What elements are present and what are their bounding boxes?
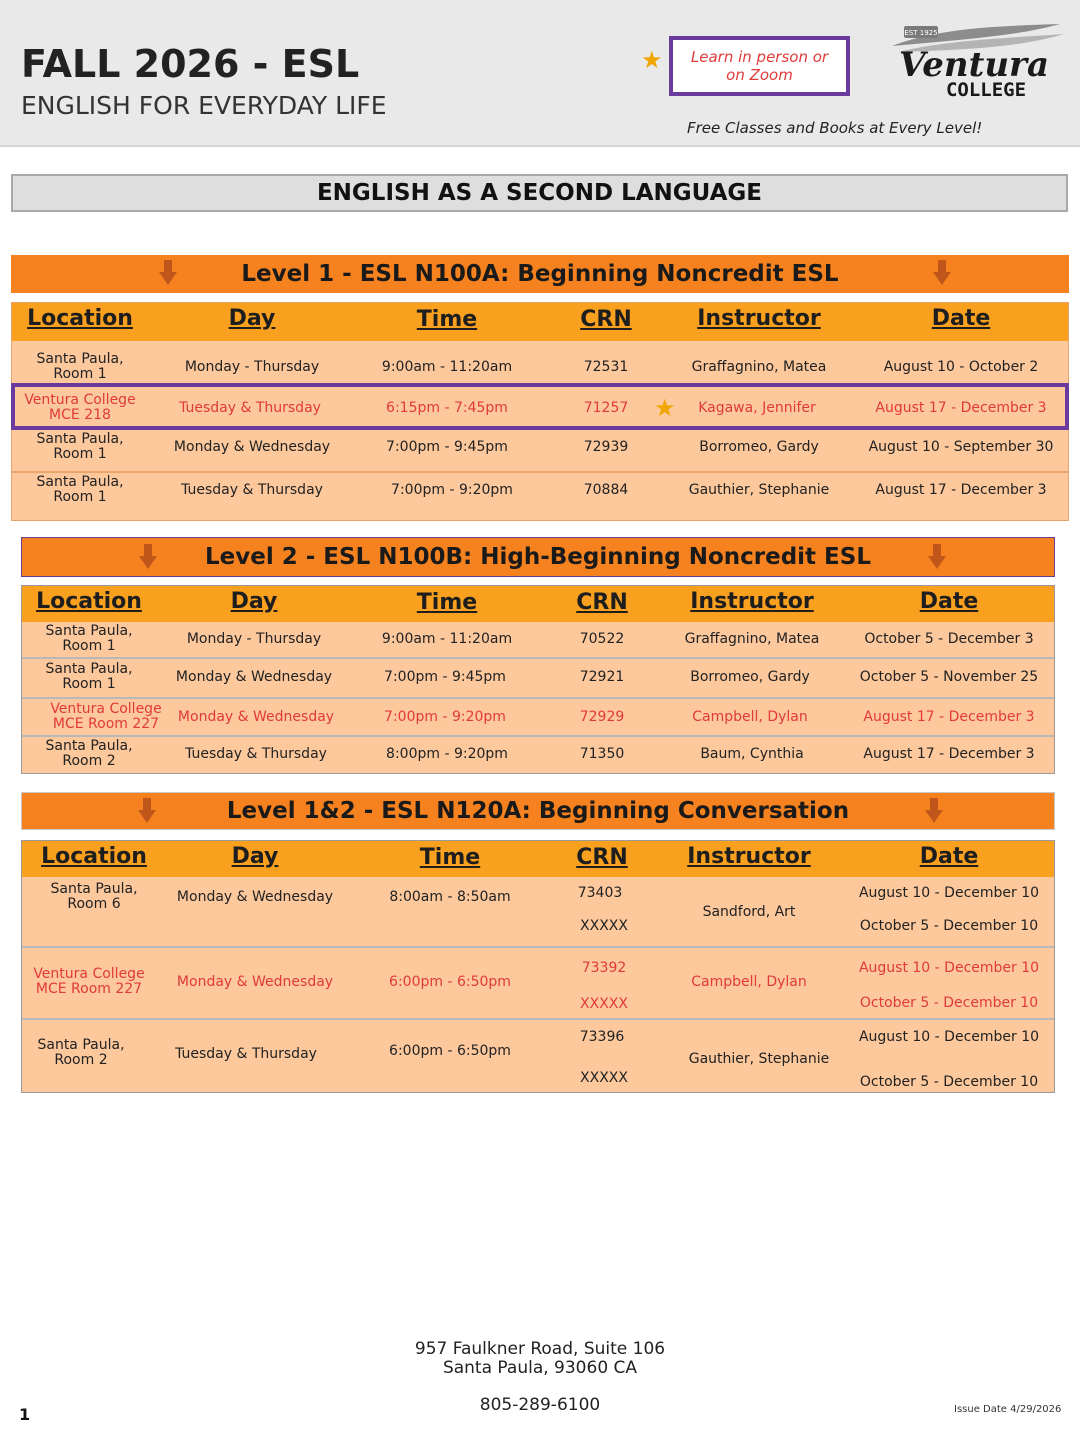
cell-instructor: Graffagnino, Matea [691, 359, 827, 375]
col-time: Time [419, 845, 481, 870]
cell-location: Santa Paula, Room 1 [36, 351, 124, 382]
cell-date: October 5 - November 25 [859, 669, 1039, 685]
cell-crn: 72531 [583, 359, 629, 375]
level-2-header [21, 537, 1055, 577]
col-instructor: Instructor [697, 306, 821, 331]
level-conversation-header [21, 792, 1055, 830]
table-row-zoom [12, 389, 1068, 429]
star-icon: ★ [654, 394, 676, 422]
cell-time: 6:00pm - 6:50pm [389, 1043, 511, 1059]
tagline: Free Classes and Books at Every Level! [687, 119, 983, 137]
col-day: Day [228, 306, 276, 331]
table-row [12, 431, 1068, 471]
cell-location: Santa Paula, Room 6 [50, 881, 138, 912]
col-day: Day [231, 844, 279, 869]
arrow-down-icon [928, 544, 946, 570]
cell-date: August 17 - December 3 [863, 709, 1035, 725]
cell-location: Ventura College MCE Room 227 [50, 701, 162, 732]
cell-date: August 10 - December 10 [858, 1029, 1040, 1045]
cell-instructor: Borromeo, Gardy [699, 439, 819, 455]
address-line-2: Santa Paula, 93060 CA [442, 1358, 638, 1378]
cell-time: 9:00am - 11:20am [381, 359, 513, 375]
col-crn: CRN [576, 590, 628, 615]
cell-crn: 72929 [579, 709, 625, 725]
cell-date: August 10 - December 10 [858, 885, 1040, 901]
level-title: Level 1&2 - ESL N120A: Beginning Conversation [226, 798, 850, 824]
cell-day: Monday & Wednesday [173, 439, 331, 455]
zoom-note-text: Learn in person or on Zoom [690, 48, 829, 84]
level-title: Level 1 - ESL N100A: Beginning Noncredit ESL [241, 261, 839, 287]
cell-date: August 10 - September 30 [868, 439, 1054, 455]
address-line-1: 957 Faulkner Road, Suite 106 [414, 1339, 666, 1359]
table-row [22, 877, 1054, 946]
cell-location: Santa Paula, Room 2 [37, 1037, 125, 1068]
level-title: Level 2 - ESL N100B: High-Beginning Noncredit ESL [205, 544, 871, 570]
cell-instructor: Campbell, Dylan [692, 709, 808, 725]
cell-time: 6:15pm - 7:45pm [386, 400, 508, 416]
table-row [22, 657, 1054, 697]
cell-day: Tuesday & Thursday [179, 400, 321, 416]
cell-day: Tuesday & Thursday [185, 746, 327, 762]
arrow-down-icon [933, 260, 951, 286]
cell-date: August 10 - December 10 [858, 960, 1040, 976]
col-instructor: Instructor [687, 844, 811, 869]
cell-crn: 70522 [579, 631, 625, 647]
cell-instructor: Gauthier, Stephanie [688, 1051, 830, 1067]
section-title: ENGLISH AS A SECOND LANGUAGE [316, 180, 763, 206]
section-banner [11, 174, 1068, 212]
cell-crn: 72939 [583, 439, 629, 455]
cell-time: 7:00pm - 9:20pm [391, 482, 513, 498]
cell-time: 8:00pm - 9:20pm [386, 746, 508, 762]
cell-date: August 17 - December 3 [863, 746, 1035, 762]
arrow-down-icon [139, 544, 157, 570]
cell-location: Ventura College MCE Room 227 [33, 966, 145, 997]
cell-time: 7:00pm - 9:45pm [384, 669, 506, 685]
cell-crn: XXXXX [580, 918, 628, 934]
column-header-row [22, 586, 1054, 622]
ventura-college-logo [888, 22, 1066, 104]
col-location: Location [36, 589, 142, 614]
cell-day: Tuesday & Thursday [175, 1046, 317, 1062]
level-2-table [21, 585, 1055, 774]
cell-crn: 73396 [579, 1029, 625, 1045]
cell-location: Santa Paula, Room 1 [36, 474, 124, 505]
cell-day: Tuesday & Thursday [181, 482, 323, 498]
cell-instructor: Sandford, Art [702, 904, 796, 920]
col-crn: CRN [580, 307, 632, 332]
footer-phone: 805-289-6100 [479, 1395, 601, 1415]
cell-instructor: Borromeo, Gardy [690, 669, 810, 685]
cell-crn: XXXXX [580, 996, 628, 1012]
cell-day: Monday & Wednesday [177, 709, 335, 725]
cell-crn: 71257 [583, 400, 629, 416]
arrow-down-icon [159, 260, 177, 286]
cell-crn: 72921 [579, 669, 625, 685]
logo-name-text: Ventura [899, 45, 1049, 85]
cell-crn: 73392 [581, 960, 627, 976]
cell-time: 7:00pm - 9:20pm [384, 709, 506, 725]
cell-time: 7:00pm - 9:45pm [386, 439, 508, 455]
arrow-down-icon [925, 798, 943, 824]
col-date: Date [919, 844, 979, 869]
cell-date: October 5 - December 3 [864, 631, 1034, 647]
col-crn: CRN [576, 845, 628, 870]
logo-college-text: COLLEGE [945, 79, 1027, 101]
cell-crn: 70884 [583, 482, 629, 498]
cell-location: Santa Paula, Room 2 [45, 738, 133, 769]
table-row [22, 697, 1054, 735]
page-number: 1 [19, 1405, 31, 1424]
cell-date: August 10 - October 2 [883, 359, 1039, 375]
table-row [22, 735, 1054, 773]
level-1-header [11, 255, 1069, 293]
cell-location: Ventura College MCE 218 [24, 392, 136, 423]
cell-crn: XXXXX [580, 1070, 628, 1086]
cell-instructor: Graffagnino, Matea [684, 631, 820, 647]
page-subtitle: ENGLISH FOR EVERYDAY LIFE [21, 91, 387, 120]
table-row [22, 622, 1054, 657]
cell-date: October 5 - December 10 [859, 1074, 1039, 1090]
cell-location: Santa Paula, Room 1 [36, 431, 124, 462]
cell-time: 9:00am - 11:20am [381, 631, 513, 647]
col-time: Time [416, 307, 478, 332]
col-time: Time [416, 590, 478, 615]
page-title: FALL 2026 - ESL [21, 42, 360, 86]
cell-date: August 17 - December 3 [875, 400, 1047, 416]
col-date: Date [931, 306, 991, 331]
cell-instructor: Baum, Cynthia [700, 746, 804, 762]
table-row [12, 349, 1068, 385]
zoom-note-box [669, 36, 850, 96]
logo-est-text: EST 1925 [904, 29, 938, 37]
star-icon: ★ [641, 46, 663, 74]
column-header-row [22, 841, 1054, 877]
cell-day: Monday - Thursday [184, 359, 320, 375]
cell-time: 8:00am - 8:50am [389, 889, 511, 905]
level-conversation-table [21, 840, 1055, 1093]
cell-time: 6:00pm - 6:50pm [389, 974, 511, 990]
issue-date: Issue Date 4/29/2026 [954, 1404, 1062, 1415]
col-instructor: Instructor [690, 589, 814, 614]
table-row [22, 1018, 1054, 1093]
table-row [12, 471, 1068, 515]
col-day: Day [230, 589, 278, 614]
cell-day: Monday & Wednesday [175, 669, 333, 685]
column-header-row [12, 303, 1068, 341]
cell-date: August 17 - December 3 [875, 482, 1047, 498]
col-date: Date [919, 589, 979, 614]
cell-instructor: Campbell, Dylan [691, 974, 807, 990]
cell-instructor: Kagawa, Jennifer [698, 400, 816, 416]
cell-date: October 5 - December 10 [859, 918, 1039, 934]
cell-location: Santa Paula, Room 1 [45, 623, 133, 654]
col-location: Location [27, 306, 133, 331]
col-location: Location [41, 844, 147, 869]
footer-address [0, 1340, 1080, 1378]
cell-day: Monday & Wednesday [176, 889, 334, 905]
arrow-down-icon [138, 798, 156, 824]
cell-instructor: Gauthier, Stephanie [688, 482, 830, 498]
cell-date: October 5 - December 10 [859, 995, 1039, 1011]
table-row [22, 946, 1054, 1018]
cell-day: Monday & Wednesday [176, 974, 334, 990]
level-1-table [11, 302, 1069, 521]
cell-day: Monday - Thursday [186, 631, 322, 647]
cell-crn: 71350 [579, 746, 625, 762]
cell-crn: 73403 [577, 885, 623, 901]
cell-location: Santa Paula, Room 1 [45, 661, 133, 692]
